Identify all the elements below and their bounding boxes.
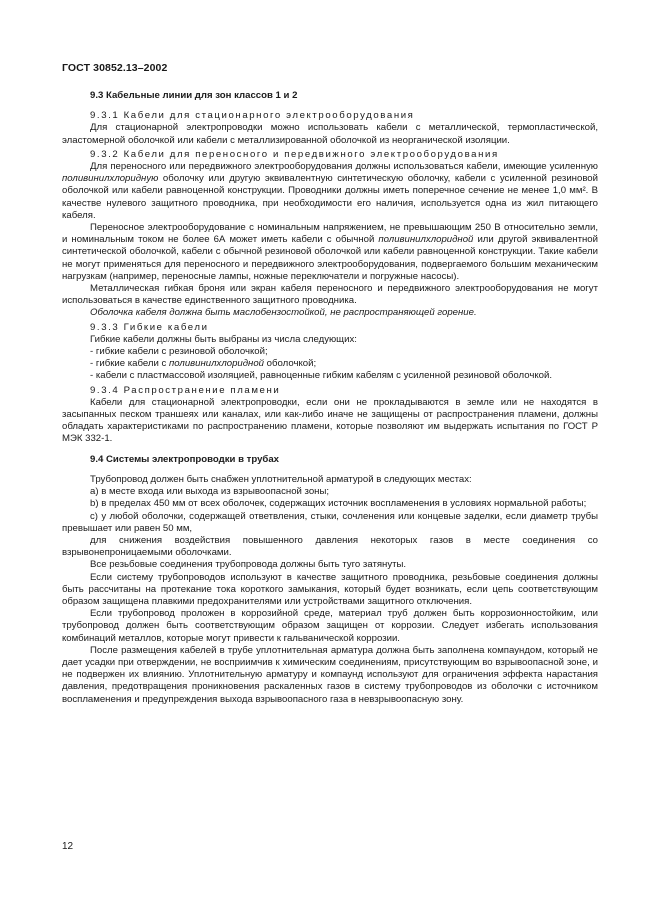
- paragraph: Переносное электрооборудование с номинальным напряжением, не превышающим 250 В относительно земли, и номинальным током не более 6А может иметь кабели с обычной поливинилхлоридной или другой эквивалентной синтетической оболочкой, кабели с обычной резиновой оболочкой или кабели равноценной конструкции. Такие кабели не могут применяться для переносного и передвижного электрооборудования, подвергаемого большим механическим нагрузкам (например, переносные лампы, ножные переключатели и погружные насосы).: [62, 222, 598, 282]
- list-item: с) у любой оболочки, содержащей ответвления, стыки, сочленения или концевые заделки, если диаметр трубы превышает или равен 50 мм,: [62, 510, 598, 534]
- subsection-title-9-3-4: 9.3.4 Распространение пламени: [90, 384, 281, 396]
- list-item: а) в месте входа или выхода из взрывоопасной зоны;: [90, 486, 330, 498]
- document-body: [62, 90, 598, 706]
- subsection-title-9-3-2: 9.3.2 Кабели для переносного и передвижного электрооборудования: [90, 148, 499, 160]
- paragraph: Для переносного или передвижного электрооборудования должны использоваться кабели, имеющие усиленную поливинилхлоридную оболочку или другую эквивалентную синтетическую оболочку, кабели с усиленной резиновой оболочкой или кабели равноценной конструкции. Проводники должны иметь поперечное сечение не менее 1,0 мм². В качестве нулевого защитного проводника, при необходимости его наличия, используется одна из жил питающего кабеля.: [62, 161, 598, 221]
- paragraph: Металлическая гибкая броня или экран кабеля переносного и передвижного электрооборудования не могут использоваться в качестве единственного защитного проводника.: [62, 283, 598, 307]
- paragraph: Кабели для стационарной электропроводки, если они не прокладываются в земле или не находятся в засыпанных песком траншеях или каналах, или как-либо иначе не защищены от распространения пламени, должны обладать характеристиками по распространению пламени, которые позволяют им выдержать испытания по ГОСТ Р МЭК 332-1.: [62, 396, 598, 445]
- document-id: ГОСТ 30852.13–2002: [62, 62, 168, 74]
- paragraph: Гибкие кабели должны быть выбраны из числа следующих:: [90, 333, 357, 345]
- subsection-title-9-3-3: 9.3.3 Гибкие кабели: [90, 321, 209, 333]
- list-item: - гибкие кабели с поливинилхлоридной оболочкой;: [90, 358, 317, 370]
- list-item: - кабели с пластмассовой изоляцией, равноценные гибким кабелям с усиленной резиновой оболочкой.: [90, 370, 553, 382]
- paragraph: Все резьбовые соединения трубопровода должны быть туго затянуты.: [90, 559, 407, 571]
- paragraph: Для стационарной электропроводки можно использовать кабели с металлической, термопластической, эластомерной оболочкой или кабели с металлизированной оболочкой из неорганической изоляции.: [62, 122, 598, 146]
- paragraph: для снижения воздействия повышенного давления некоторых газов в месте соединения со взрывонепроницаемыми оболочками.: [62, 534, 598, 559]
- paragraph: Если трубопровод проложен в коррозийной среде, материал труб должен быть коррозионностойким, или трубопровод должен быть соответствующим образом защищен от коррозии. Следует избегать использования комбинаций металлов, которые могут привести к гальванической коррозии.: [62, 608, 598, 644]
- subsection-title-9-3-1: 9.3.1 Кабели для стационарного электрооборудования: [90, 110, 415, 122]
- paragraph-italic: Оболочка кабеля должна быть маслобензостойкой, не распространяющей горение.: [90, 307, 477, 319]
- paragraph: Трубопровод должен быть снабжен уплотнительной арматурой в следующих местах:: [90, 473, 472, 485]
- section-title-9-4: 9.4 Системы электропроводки в трубах: [90, 453, 280, 465]
- page-number: 12: [62, 841, 74, 852]
- section-title-9-3: 9.3 Кабельные линии для зон классов 1 и 2: [90, 90, 298, 101]
- list-item: b) в пределах 450 мм от всех оболочек, содержащих источник воспламенения в условиях нормальной работы;: [90, 498, 587, 510]
- paragraph: После размещения кабелей в трубе уплотнительная арматура должна быть заполнена компаундом, который не дает усадки при отверждении, не восприимчив к химическим соединениям, присутствующим во взрывоопасной зоне, и не подвержен их влиянию. Уплотнительную арматуру и компаунд используют для ограничения эффекта нарастания давления, предотвращения проникновения раскаленных газов в систему трубопроводов из оболочки с источником воспламенения и предупреждения выхода взрывоопасного газа в невзрывоопасную зону.: [62, 644, 598, 705]
- list-item: - гибкие кабели с резиновой оболочкой;: [90, 346, 268, 358]
- paragraph: Если систему трубопроводов используют в качестве защитного проводника, резьбовые соединения должны быть рассчитаны на протекание тока короткого замыкания, который будет возникать, если цепь соответствующим образом защищена плавкими предохранителями или устройствами защитного отключения.: [62, 571, 598, 607]
